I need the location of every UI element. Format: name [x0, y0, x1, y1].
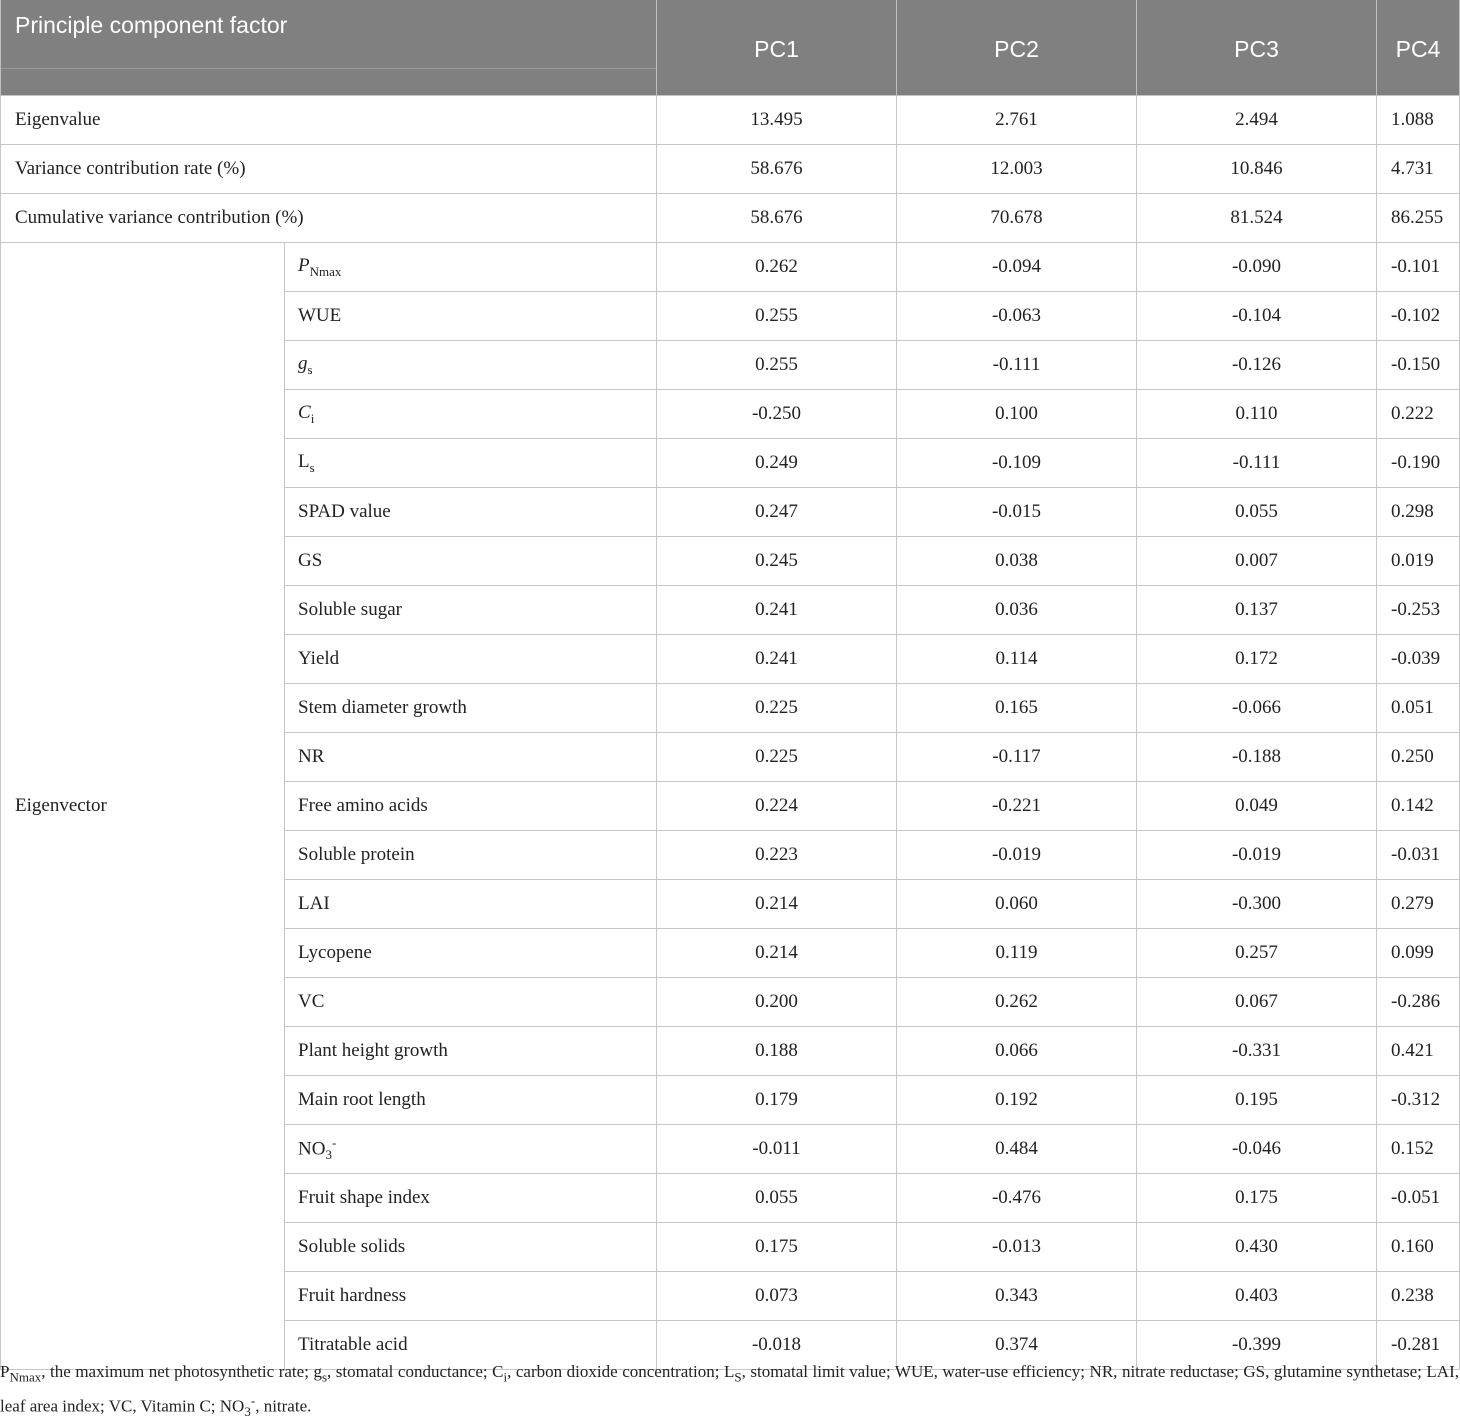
- table-cell-pc3: -0.019: [1137, 831, 1377, 880]
- table-cell-pc4: -0.253: [1377, 586, 1460, 635]
- table-cell-pc1: 0.255: [657, 341, 897, 390]
- table-cell-pc4: 0.222: [1377, 390, 1460, 439]
- table-cell-pc2: -0.015: [897, 488, 1137, 537]
- table-cell-pc3: -0.104: [1137, 292, 1377, 341]
- variable-label: [285, 537, 657, 586]
- variable-symbol: Yield: [298, 648, 340, 669]
- table-cell-pc2: 0.100: [897, 390, 1137, 439]
- footnote-no3-subscript: 3: [244, 1404, 251, 1420]
- variable-label: [285, 1223, 657, 1272]
- table-cell-pc3: 0.175: [1137, 1174, 1377, 1223]
- table-cell-pc3: -0.090: [1137, 243, 1377, 292]
- table-cell-pc4: -0.190: [1377, 439, 1460, 488]
- table-cell-pc3: 0.049: [1137, 782, 1377, 831]
- table-cell-pc4: 0.099: [1377, 929, 1460, 978]
- table-cell-pc4: -0.286: [1377, 978, 1460, 1027]
- variable-symbol: NR: [298, 746, 325, 767]
- table-cell-pc4: -0.039: [1377, 635, 1460, 684]
- variable-label: [285, 439, 657, 488]
- table-cell-pc2: 0.484: [897, 1125, 1137, 1174]
- table-cell-pc4: 0.421: [1377, 1027, 1460, 1076]
- table-cell-pc2: 2.761: [897, 96, 1137, 145]
- table-cell-pc2: -0.117: [897, 733, 1137, 782]
- table-cell-pc1: 0.262: [657, 243, 897, 292]
- table-cell-pc2: -0.476: [897, 1174, 1137, 1223]
- variable-symbol: Plant height growth: [298, 1040, 448, 1061]
- table-cell-pc4: -0.312: [1377, 1076, 1460, 1125]
- table-cell-pc3: -0.399: [1137, 1321, 1377, 1370]
- table-cell-pc3: 0.110: [1137, 390, 1377, 439]
- table-cell-pc4: -0.150: [1377, 341, 1460, 390]
- table-cell-pc3: 0.403: [1137, 1272, 1377, 1321]
- variable-symbol: g: [298, 352, 308, 374]
- table-cell-pc3: -0.046: [1137, 1125, 1377, 1174]
- variable-label: [285, 684, 657, 733]
- table-cell-pc4: 4.731: [1377, 145, 1460, 194]
- table-cell-pc3: -0.111: [1137, 439, 1377, 488]
- table-cell-pc1: 0.241: [657, 586, 897, 635]
- table-cell-pc2: -0.019: [897, 831, 1137, 880]
- summary-row-label: Cumulative variance contribution (%): [1, 194, 657, 243]
- summary-row: [1, 96, 1460, 145]
- footnote-gs-subscript: s: [321, 1369, 328, 1385]
- table-cell-pc4: 86.255: [1377, 194, 1460, 243]
- table-cell-pc3: 10.846: [1137, 145, 1377, 194]
- table-cell-pc2: 0.038: [897, 537, 1137, 586]
- table-cell-pc2: 0.192: [897, 1076, 1137, 1125]
- table-body: [1, 96, 1460, 1370]
- table-cell-pc3: 81.524: [1137, 194, 1377, 243]
- table-cell-pc3: 0.055: [1137, 488, 1377, 537]
- eigenvector-group-label: Eigenvector: [1, 243, 285, 1370]
- table-cell-pc2: 0.119: [897, 929, 1137, 978]
- footnote-ci-symbol: C: [492, 1362, 504, 1381]
- variable-symbol: VC: [298, 991, 325, 1012]
- table-cell-pc1: 0.175: [657, 1223, 897, 1272]
- variable-symbol: Soluble protein: [298, 844, 415, 865]
- column-header-pc1: PC1: [657, 0, 897, 96]
- variable-symbol: WUE: [298, 305, 342, 326]
- summary-row: [1, 145, 1460, 194]
- variable-symbol: Soluble solids: [298, 1236, 406, 1257]
- variable-label: [285, 831, 657, 880]
- footnote-ci-text: , carbon dioxide concentration;: [507, 1362, 724, 1381]
- table-cell-pc2: -0.109: [897, 439, 1137, 488]
- table-cell-pc1: 0.055: [657, 1174, 897, 1223]
- table-cell-pc4: -0.031: [1377, 831, 1460, 880]
- table-cell-pc3: -0.300: [1137, 880, 1377, 929]
- table-cell-pc1: -0.018: [657, 1321, 897, 1370]
- variable-label: [285, 341, 657, 390]
- variable-symbol: Soluble sugar: [298, 599, 402, 620]
- table-cell-pc4: 0.051: [1377, 684, 1460, 733]
- footnote-pnmax-subscript: Nmax: [9, 1369, 42, 1385]
- footnote-pnmax-text: , the maximum net photosynthetic rate;: [41, 1362, 314, 1381]
- variable-subscript: Nmax: [309, 263, 342, 279]
- summary-row-label: Eigenvalue: [1, 96, 657, 145]
- table-cell-pc2: 0.343: [897, 1272, 1137, 1321]
- table-cell-pc1: 0.073: [657, 1272, 897, 1321]
- variable-symbol: Fruit shape index: [298, 1187, 430, 1208]
- table-cell-pc1: 0.188: [657, 1027, 897, 1076]
- table-cell-pc2: 0.066: [897, 1027, 1137, 1076]
- table-cell-pc1: 0.179: [657, 1076, 897, 1125]
- table-cell-pc2: 70.678: [897, 194, 1137, 243]
- table-cell-pc1: 0.255: [657, 292, 897, 341]
- table-cell-pc3: 0.172: [1137, 635, 1377, 684]
- table-cell-pc2: 12.003: [897, 145, 1137, 194]
- table-footnote: [0, 1360, 1459, 1424]
- variable-subscript: i: [310, 410, 315, 426]
- variable-symbol: Main root length: [298, 1089, 426, 1110]
- table-cell-pc1: 58.676: [657, 194, 897, 243]
- variable-label: [285, 1272, 657, 1321]
- table-cell-pc2: -0.111: [897, 341, 1137, 390]
- variable-label: [285, 733, 657, 782]
- variable-label: [285, 292, 657, 341]
- table-cell-pc3: 0.195: [1137, 1076, 1377, 1125]
- variable-symbol: Stem diameter growth: [298, 697, 467, 718]
- table-cell-pc3: 0.137: [1137, 586, 1377, 635]
- column-header-pc2: PC2: [897, 0, 1137, 96]
- table-cell-pc2: 0.114: [897, 635, 1137, 684]
- table-cell-pc1: 0.247: [657, 488, 897, 537]
- footnote-no3-symbol: NO: [219, 1397, 245, 1417]
- variable-label: [285, 1076, 657, 1125]
- table-cell-pc2: -0.221: [897, 782, 1137, 831]
- variable-superscript: -: [331, 1134, 337, 1150]
- footnote-no3-superscript: -: [250, 1393, 256, 1409]
- table-cell-pc1: 0.225: [657, 684, 897, 733]
- table-cell-pc2: 0.374: [897, 1321, 1137, 1370]
- table-cell-pc1: 0.214: [657, 929, 897, 978]
- table-cell-pc4: -0.101: [1377, 243, 1460, 292]
- table-cell-pc2: -0.063: [897, 292, 1137, 341]
- footnote-ls-subscript: S: [734, 1369, 742, 1385]
- variable-label: [285, 978, 657, 1027]
- table-cell-pc4: 0.160: [1377, 1223, 1460, 1272]
- table-cell-pc1: 0.245: [657, 537, 897, 586]
- variable-label: [285, 782, 657, 831]
- table-cell-pc2: -0.013: [897, 1223, 1137, 1272]
- variable-subscript: 3: [325, 1147, 332, 1163]
- variable-label: [285, 1125, 657, 1174]
- table-cell-pc1: 0.241: [657, 635, 897, 684]
- table-cell-pc1: 0.224: [657, 782, 897, 831]
- eigenvector-row: [1, 243, 1460, 292]
- table-cell-pc3: 2.494: [1137, 96, 1377, 145]
- table-cell-pc1: 0.249: [657, 439, 897, 488]
- table-cell-pc2: 0.060: [897, 880, 1137, 929]
- table-cell-pc4: 0.250: [1377, 733, 1460, 782]
- variable-symbol: C: [298, 401, 311, 423]
- footnote-ci-subscript: i: [503, 1369, 508, 1385]
- column-header-pc4: PC4: [1377, 0, 1460, 96]
- table-cell-pc1: 0.200: [657, 978, 897, 1027]
- table-cell-pc2: 0.165: [897, 684, 1137, 733]
- variable-symbol: Lycopene: [298, 942, 372, 963]
- table-cell-pc1: 0.223: [657, 831, 897, 880]
- variable-symbol: Fruit hardness: [298, 1285, 407, 1306]
- variable-symbol: P: [298, 254, 310, 276]
- variable-label: [285, 586, 657, 635]
- table-title: Principle component factor: [1, 0, 657, 96]
- variable-label: [285, 390, 657, 439]
- table-cell-pc4: 1.088: [1377, 96, 1460, 145]
- footnote-pnmax-symbol: P: [0, 1362, 10, 1381]
- table-cell-pc4: -0.102: [1377, 292, 1460, 341]
- table-cell-pc3: -0.188: [1137, 733, 1377, 782]
- table-cell-pc3: 0.430: [1137, 1223, 1377, 1272]
- table-cell-pc4: 0.298: [1377, 488, 1460, 537]
- table-cell-pc4: 0.152: [1377, 1125, 1460, 1174]
- table-cell-pc1: -0.011: [657, 1125, 897, 1174]
- variable-symbol: SPAD value: [298, 501, 391, 522]
- variable-label: [285, 635, 657, 684]
- table-cell-pc3: -0.331: [1137, 1027, 1377, 1076]
- variable-subscript: s: [307, 361, 313, 377]
- variable-symbol: Free amino acids: [298, 795, 428, 816]
- table-cell-pc4: 0.238: [1377, 1272, 1460, 1321]
- footnote-no3-text: , nitrate.: [255, 1397, 312, 1417]
- table-cell-pc1: 0.214: [657, 880, 897, 929]
- table-cell-pc2: 0.262: [897, 978, 1137, 1027]
- variable-label: [285, 1027, 657, 1076]
- variable-symbol: Titratable acid: [298, 1334, 408, 1355]
- variable-label: [285, 243, 657, 292]
- variable-symbol: NO: [298, 1138, 326, 1160]
- table-cell-pc4: -0.051: [1377, 1174, 1460, 1223]
- table-cell-pc1: 58.676: [657, 145, 897, 194]
- table-cell-pc2: -0.094: [897, 243, 1137, 292]
- footnote-ls-text: , stomatal limit value; WUE, water-use efficiency; NR, nitrate reductase; GS, glutamine synthetase; LAI, leaf area index; VC, Vitamin C;: [0, 1362, 1459, 1417]
- variable-symbol: GS: [298, 550, 323, 571]
- variable-label: [285, 488, 657, 537]
- footnote-gs-symbol: g: [313, 1362, 322, 1381]
- footnote-ls-symbol: L: [723, 1362, 735, 1381]
- table-cell-pc1: 13.495: [657, 96, 897, 145]
- variable-symbol: L: [298, 450, 310, 472]
- variable-label: [285, 880, 657, 929]
- table-cell-pc3: -0.126: [1137, 341, 1377, 390]
- variable-subscript: s: [309, 459, 315, 475]
- table-cell-pc3: 0.067: [1137, 978, 1377, 1027]
- variable-symbol: LAI: [298, 893, 330, 914]
- summary-row-label: Variance contribution rate (%): [1, 145, 657, 194]
- table-cell-pc4: -0.281: [1377, 1321, 1460, 1370]
- table-cell-pc2: 0.036: [897, 586, 1137, 635]
- table-cell-pc4: 0.279: [1377, 880, 1460, 929]
- table-cell-pc1: 0.225: [657, 733, 897, 782]
- variable-label: [285, 1174, 657, 1223]
- variable-label: [285, 929, 657, 978]
- table-cell-pc4: 0.142: [1377, 782, 1460, 831]
- table-cell-pc3: 0.007: [1137, 537, 1377, 586]
- column-header-pc3: PC3: [1137, 0, 1377, 96]
- table-cell-pc3: -0.066: [1137, 684, 1377, 733]
- footnote-gs-text: , stomatal conductance;: [327, 1362, 493, 1381]
- table-cell-pc4: 0.019: [1377, 537, 1460, 586]
- summary-row: [1, 194, 1460, 243]
- table-cell-pc3: 0.257: [1137, 929, 1377, 978]
- table-header-row: [1, 0, 1460, 96]
- table-cell-pc1: -0.250: [657, 390, 897, 439]
